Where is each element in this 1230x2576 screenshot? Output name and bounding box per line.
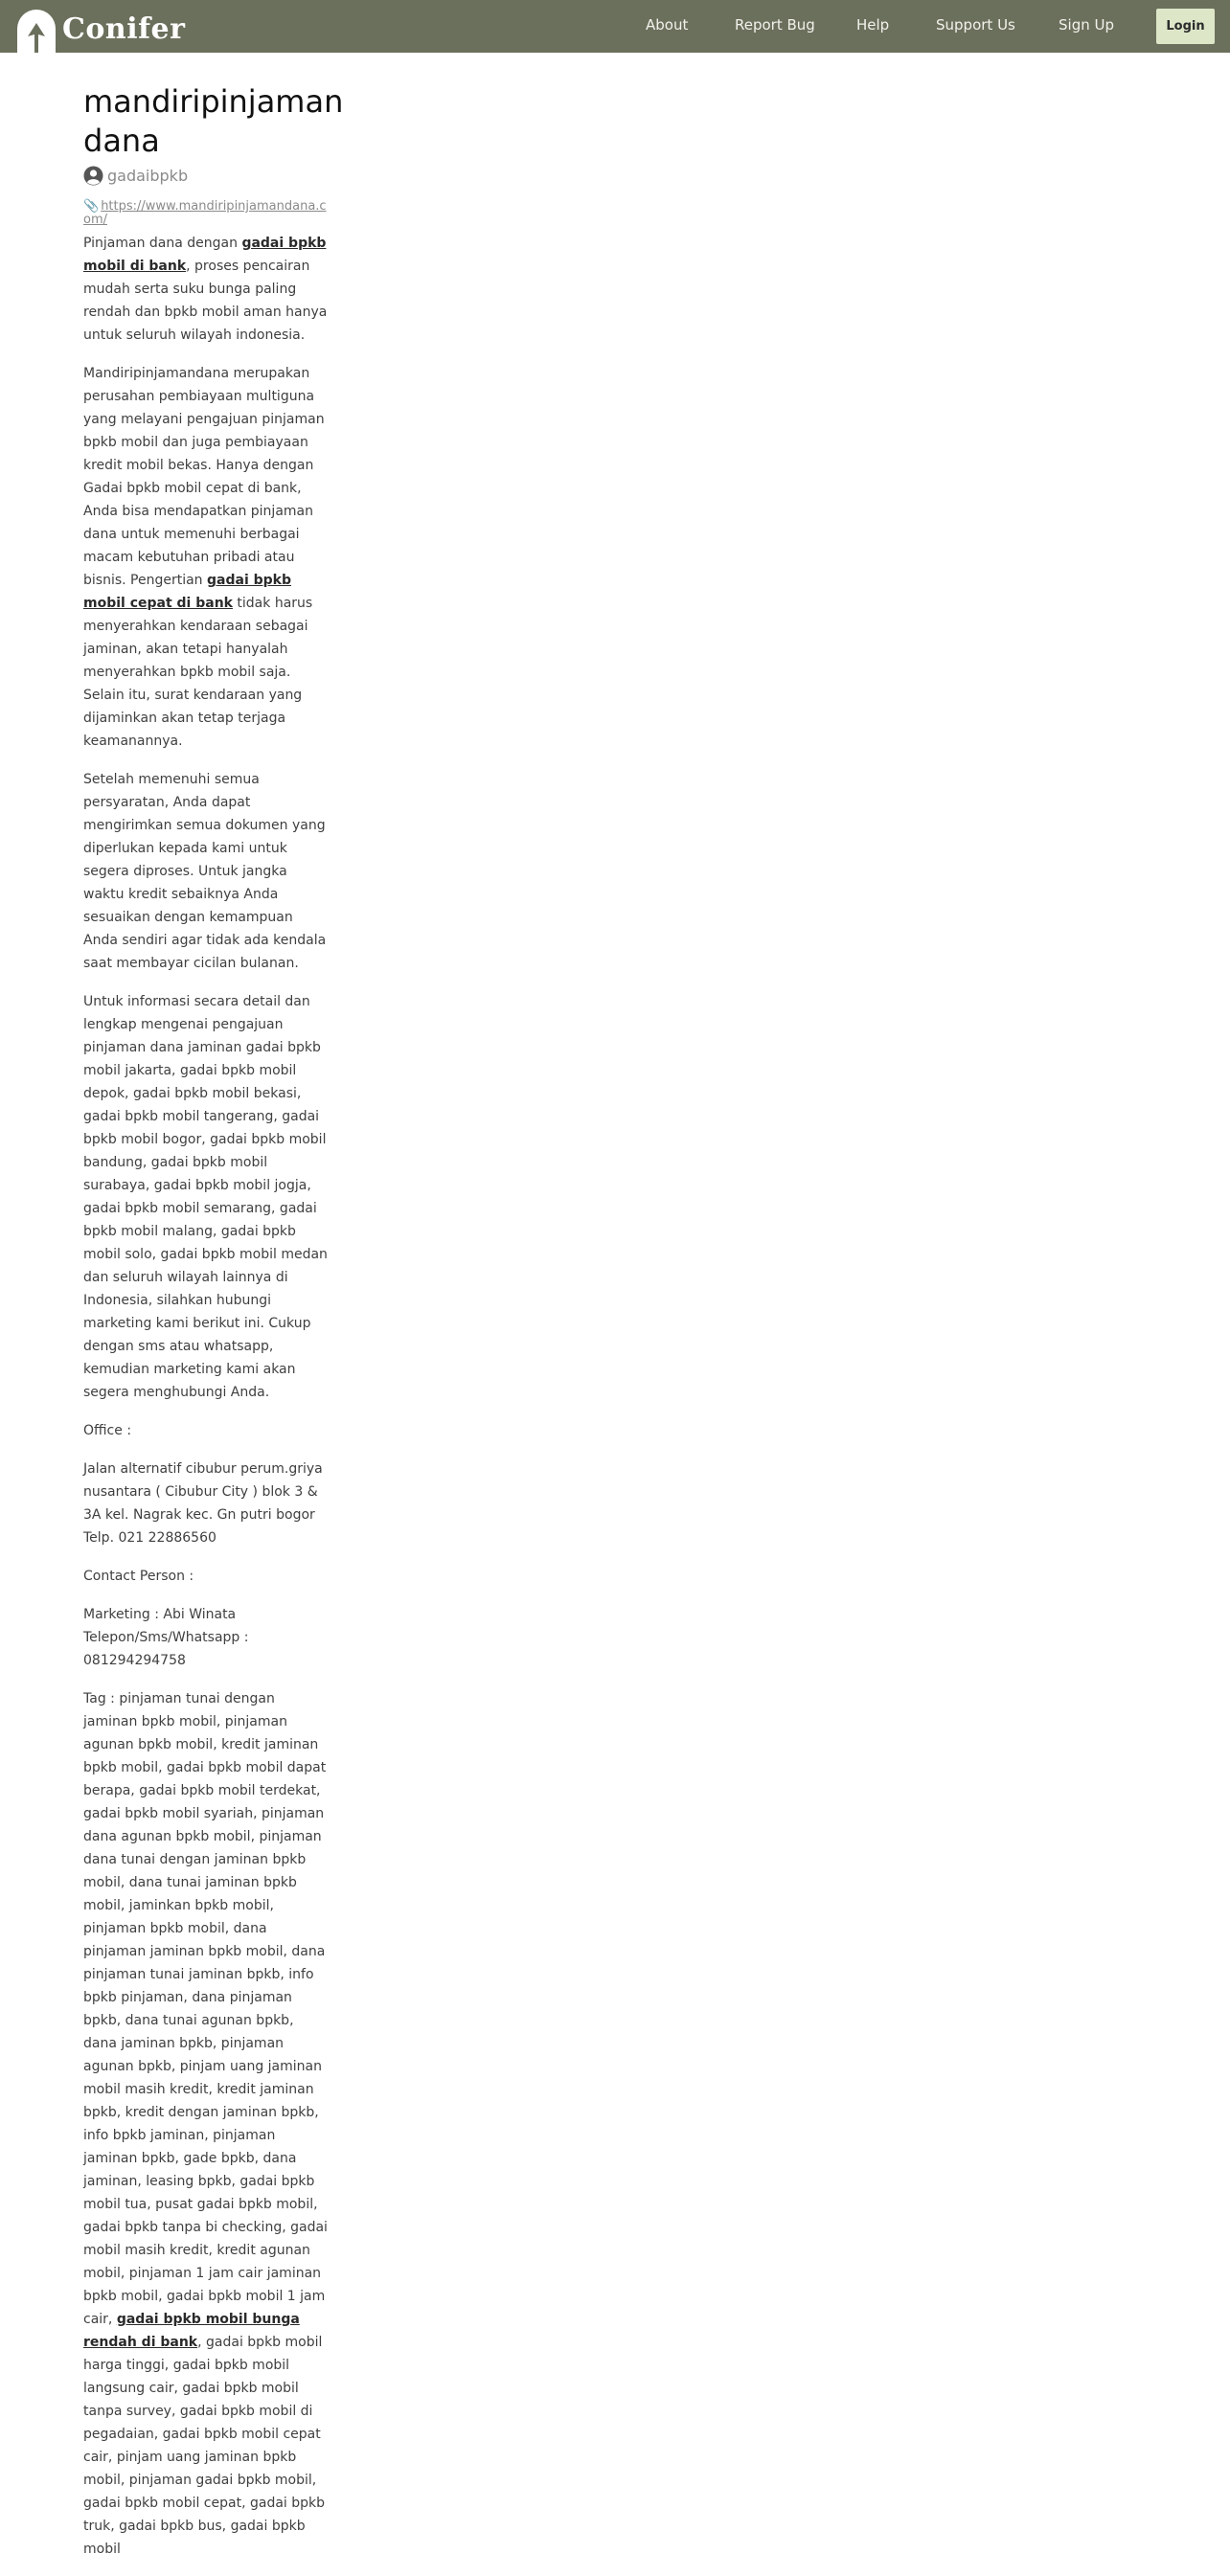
paperclip-icon: 📎 bbox=[83, 199, 100, 214]
login-button[interactable]: Login bbox=[1156, 9, 1215, 44]
paragraph: Marketing : Abi Winata Telepon/Sms/Whatsapp : 081294294758 bbox=[83, 1607, 249, 1668]
conifer-tree-icon bbox=[17, 10, 56, 53]
gadai-bpkb-mobil-di-bank-link[interactable]: gadai bpkb mobil di bank bbox=[83, 236, 327, 274]
paragraph: Jalan alternatif cibubur perum.griya nusantara ( Cibubur City ) blok 3 & 3A kel. Nagrak kec. Gn putri bogor Telp. 021 22886560 bbox=[83, 1461, 323, 1546]
top-navbar bbox=[0, 0, 1230, 53]
paragraph: Untuk informasi secara detail dan lengkap mengenai pengajuan pinjaman dana jaminan gadai bpkb mobil jakarta, gadai bpkb mobil depok, gadai bpkb mobil bekasi, gadai bpkb mobil tangerang, gadai bpkb mobil bogor, gadai bpkb mobil bandung, gadai bpkb mobil surabaya, gadai bpkb mobil jogja, gadai bpkb mobil semarang, gadai bpkb mobil malang, gadai bpkb mobil solo, gadai bpkb mobil medan dan seluruh wilayah lainnya di Indonesia, silahkan hubungi marketing kami berikut ini. Cukup dengan sms atau whatsapp, kemudian marketing kami akan segera menghubungi Anda. bbox=[83, 994, 328, 1400]
post-content bbox=[83, 82, 344, 2576]
brand-logo[interactable] bbox=[17, 10, 185, 53]
nav-support-us-link[interactable]: Support Us bbox=[936, 16, 1015, 34]
post-body bbox=[83, 232, 329, 2561]
nav-report-bug-link[interactable]: Report Bug bbox=[735, 16, 815, 34]
nav-help-link[interactable]: Help bbox=[856, 16, 890, 34]
gadai-bpkb-bunga-rendah-link[interactable]: gadai bpkb mobil bunga rendah di bank bbox=[83, 2312, 300, 2350]
post-title: mandiripinjaman dana bbox=[83, 83, 344, 159]
author-name[interactable]: gadaibpkb bbox=[107, 166, 189, 185]
gadai-bpkb-mobil-cepat-link[interactable]: gadai bpkb mobil cepat di bank bbox=[83, 573, 291, 611]
post-url-link[interactable]: https://www.mandiripinjamandana.com/ bbox=[83, 199, 327, 227]
post-author[interactable] bbox=[83, 164, 329, 187]
post-url bbox=[83, 200, 329, 227]
paragraph: Contact Person : bbox=[83, 1569, 194, 1584]
paragraph: Pinjaman dana dengan gadai bpkb mobil di bank, proses pencairan mudah serta suku bunga paling rendah dan bpkb mobil aman hanya untuk seluruh wilayah indonesia. bbox=[83, 236, 328, 343]
paragraph: Setelah memenuhi semua persyaratan, Anda dapat mengirimkan semua dokumen yang diperlukan kepada kami untuk segera diproses. Untuk jangka waktu kredit sebaiknya Anda sesuaikan dengan kemampuan Anda sendiri agar tidak ada kendala saat membayar cicilan bulanan. bbox=[83, 772, 327, 971]
paragraph: Mandiripinjamandana merupakan perusahan pembiayaan multiguna yang melayani pengajuan pinjaman bpkb mobil dan juga pembiayaan kredit mobil bekas. Hanya dengan Gadai bpkb mobil cepat di bank, Anda bisa mendapatkan pinjaman dana untuk memenuhi berbagai macam kebutuhan pribadi atau bisnis. Pengertian gadai bpkb mobil cepat di bank tidak harus menyerahkan kendaraan sebagai jaminan, akan tetapi hanyalah menyerahkan bpkb mobil saja. Selain itu, surat kendaraan yang dijaminkan akan tetap terjaga keamanannya. bbox=[83, 366, 325, 749]
paragraph: Office : bbox=[83, 1423, 132, 1438]
paragraph: Tag : pinjaman tunai dengan jaminan bpkb mobil, pinjaman agunan bpkb mobil, kredit jaminan bpkb mobil, gadai bpkb mobil dapat berapa, gadai bpkb mobil terdekat, gadai bpkb mobil syariah, pinjaman dana agunan bpkb mobil, pinjaman dana tunai dengan jaminan bpkb mobil, dana tunai jaminan bpkb mobil, jaminkan bpkb mobil, pinjaman bpkb mobil, dana pinjaman jaminan bpkb mobil, dana pinjaman tunai jaminan bpkb, info bpkb pinjaman, dana pinjaman bpkb, dana tunai agunan bpkb, dana jaminan bpkb, pinjaman agunan bpkb, pinjam uang jaminan mobil masih kredit, kredit jaminan bpkb, kredit dengan jaminan bpkb, info bpkb jaminan, pinjaman jaminan bpkb, gade bpkb, dana jaminan, leasing bpkb, gadai bpkb mobil tua, pusat gadai bpkb mobil, gadai bpkb tanpa bi checking, gadai mobil masih kredit, kredit agunan mobil, pinjaman 1 jam cair jaminan bpkb mobil, gadai bpkb mobil 1 jam cair, gadai bpkb mobil bunga rendah di bank, gadai bpkb mobil harga tinggi, gadai bpkb mobil langsung cair, gadai bpkb mobil tanpa survey, gadai bpkb mobil di pegadaian, gadai bpkb mobil cepat cair, pinjam uang jaminan bpkb mobil, pinjaman gadai bpkb mobil, gadai bpkb mobil cepat, gadai bpkb truk, gadai bpkb bus, gadai bpkb mobil bbox=[83, 1691, 328, 2557]
user-avatar-icon bbox=[83, 166, 103, 186]
nav-sign-up-link[interactable]: Sign Up bbox=[1059, 16, 1114, 34]
brand-name: Conifer bbox=[62, 12, 186, 46]
nav-about-link[interactable]: About bbox=[646, 16, 689, 34]
